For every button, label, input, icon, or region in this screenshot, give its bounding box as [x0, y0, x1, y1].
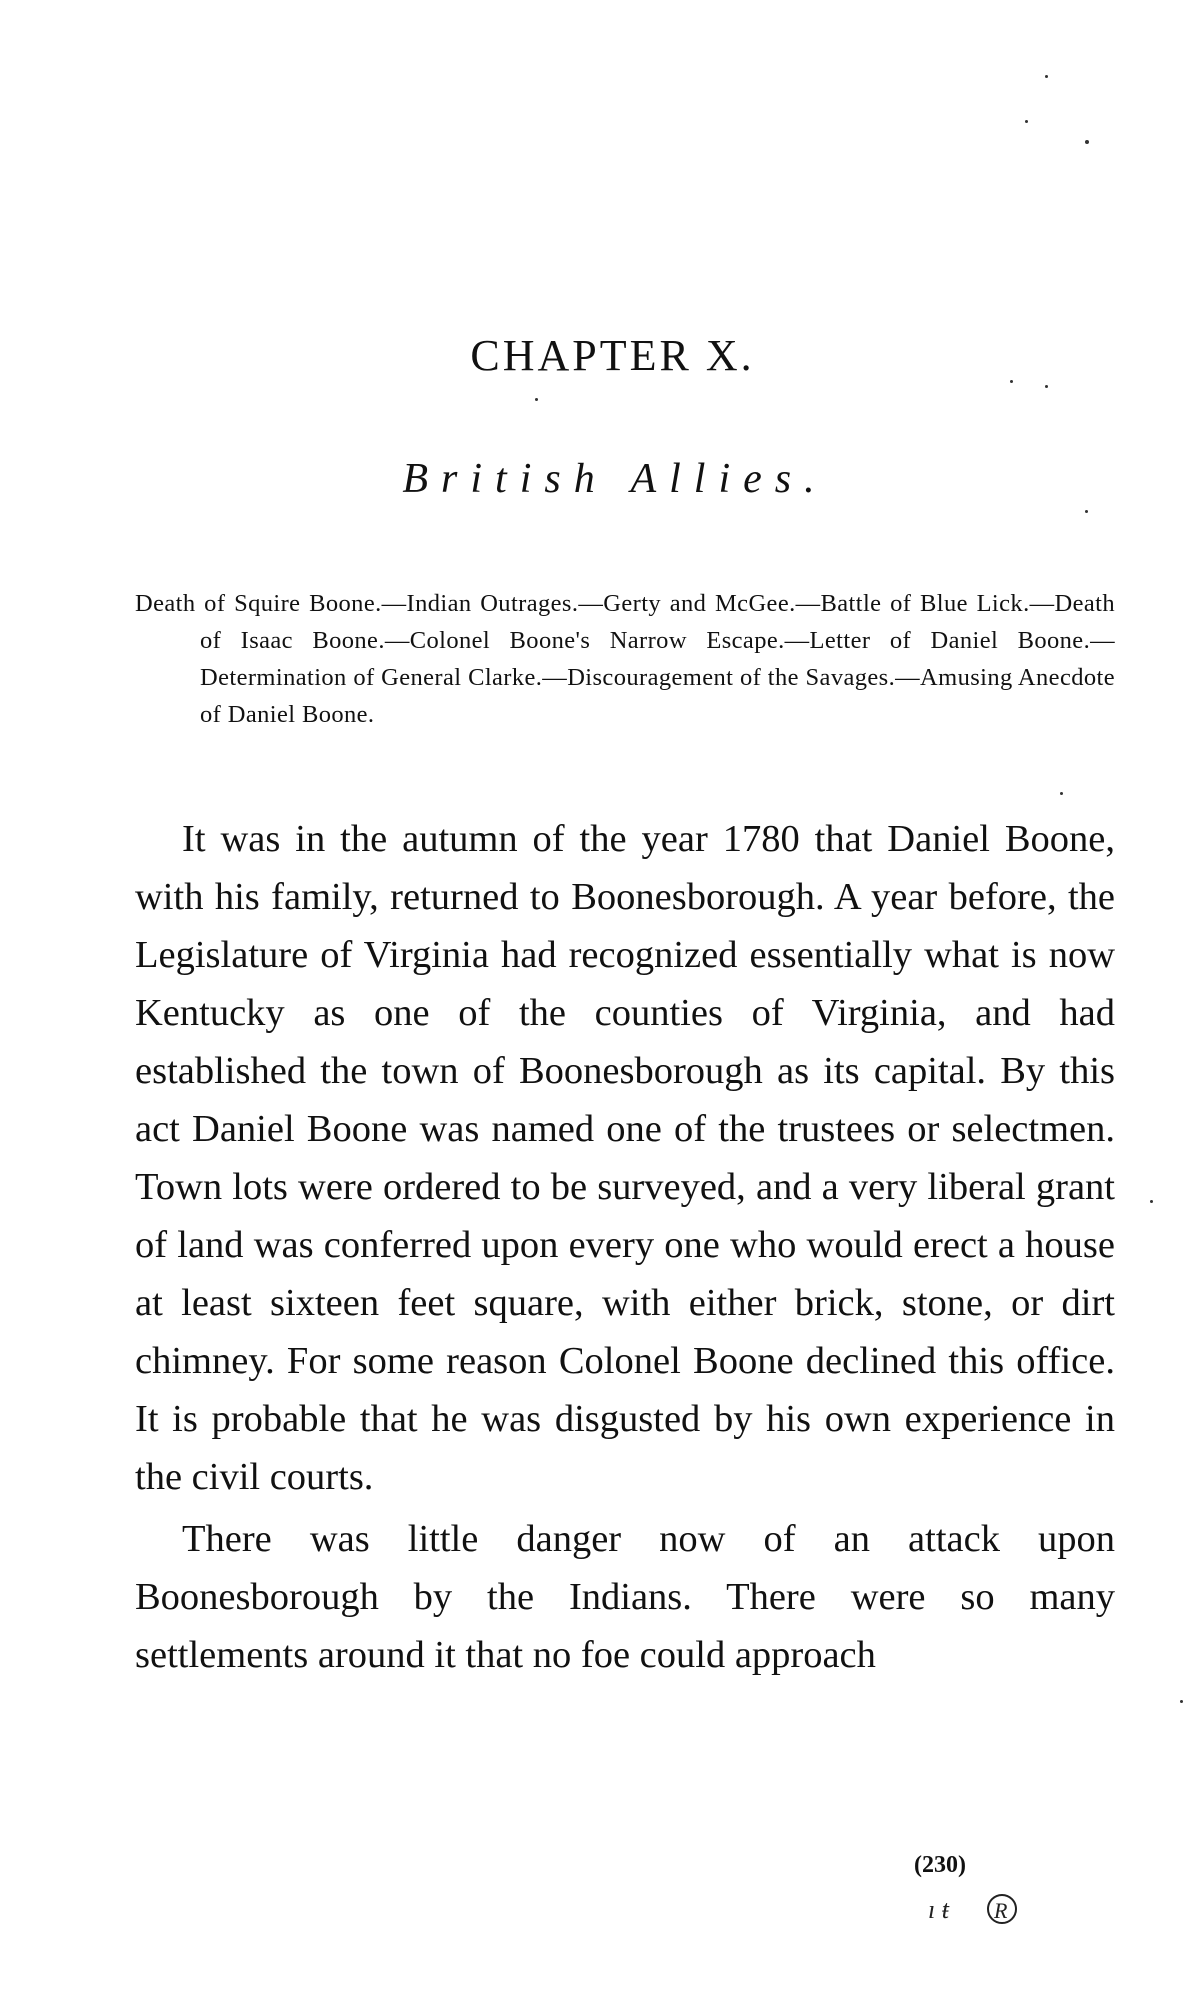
- body-paragraph-2: There was little danger now of an attack upon Boonesborough by the Indians. There were so many settlements around it that no foe could approach: [135, 1518, 1115, 1676]
- page-number: (230): [914, 1852, 966, 1878]
- body-text: [135, 810, 1115, 1684]
- scan-speck: [1085, 140, 1089, 144]
- scan-speck: [535, 398, 538, 401]
- body-paragraph-1: It was in the autumn of the year 1780 that Daniel Boone, with his family, returned to Boonesborough. A year before, the Legislature of Virginia had recognized essentially what is now Kentucky as one of the counties of Virginia, and had established the town of Boonesborough as its capital. By this act Daniel Boone was named one of the trustees or selectmen. Town lots were ordered to be surveyed, and a very liberal grant of land was conferred upon every one who would erect a house at least sixteen feet square, with either brick, stone, or dirt chimney. For some reason Colonel Boone declined this office. It is probable that he was disgusted by his own experience in the civil courts.: [135, 818, 1115, 1498]
- library-stamp-icon: [920, 1888, 1030, 1928]
- scan-speck: [1010, 380, 1013, 383]
- scan-speck: [1085, 510, 1088, 513]
- chapter-synopsis: Death of Squire Boone.—Indian Outrages.—Gerty and McGee.—Battle of Blue Lick.—Death of Isaac Boone.—Colonel Boone's Narrow Escape.—Letter of Daniel Boone.—Determination of General Clarke.—Discouragement of the Savages.—Amusing Anecdote of Daniel Boone.: [135, 590, 1115, 728]
- scan-speck: [1150, 1200, 1153, 1203]
- svg-text:R: R: [994, 1898, 1008, 1923]
- scan-speck: [1045, 385, 1048, 388]
- scan-speck: [1045, 75, 1048, 78]
- scan-speck: [1060, 792, 1063, 795]
- svg-text:ı ŧ: ı ŧ: [928, 1895, 949, 1924]
- scan-speck: [1025, 120, 1028, 123]
- chapter-subtitle: British Allies.: [402, 456, 828, 502]
- chapter-heading: CHAPTER X.: [470, 331, 755, 380]
- scan-speck: [1180, 1700, 1183, 1703]
